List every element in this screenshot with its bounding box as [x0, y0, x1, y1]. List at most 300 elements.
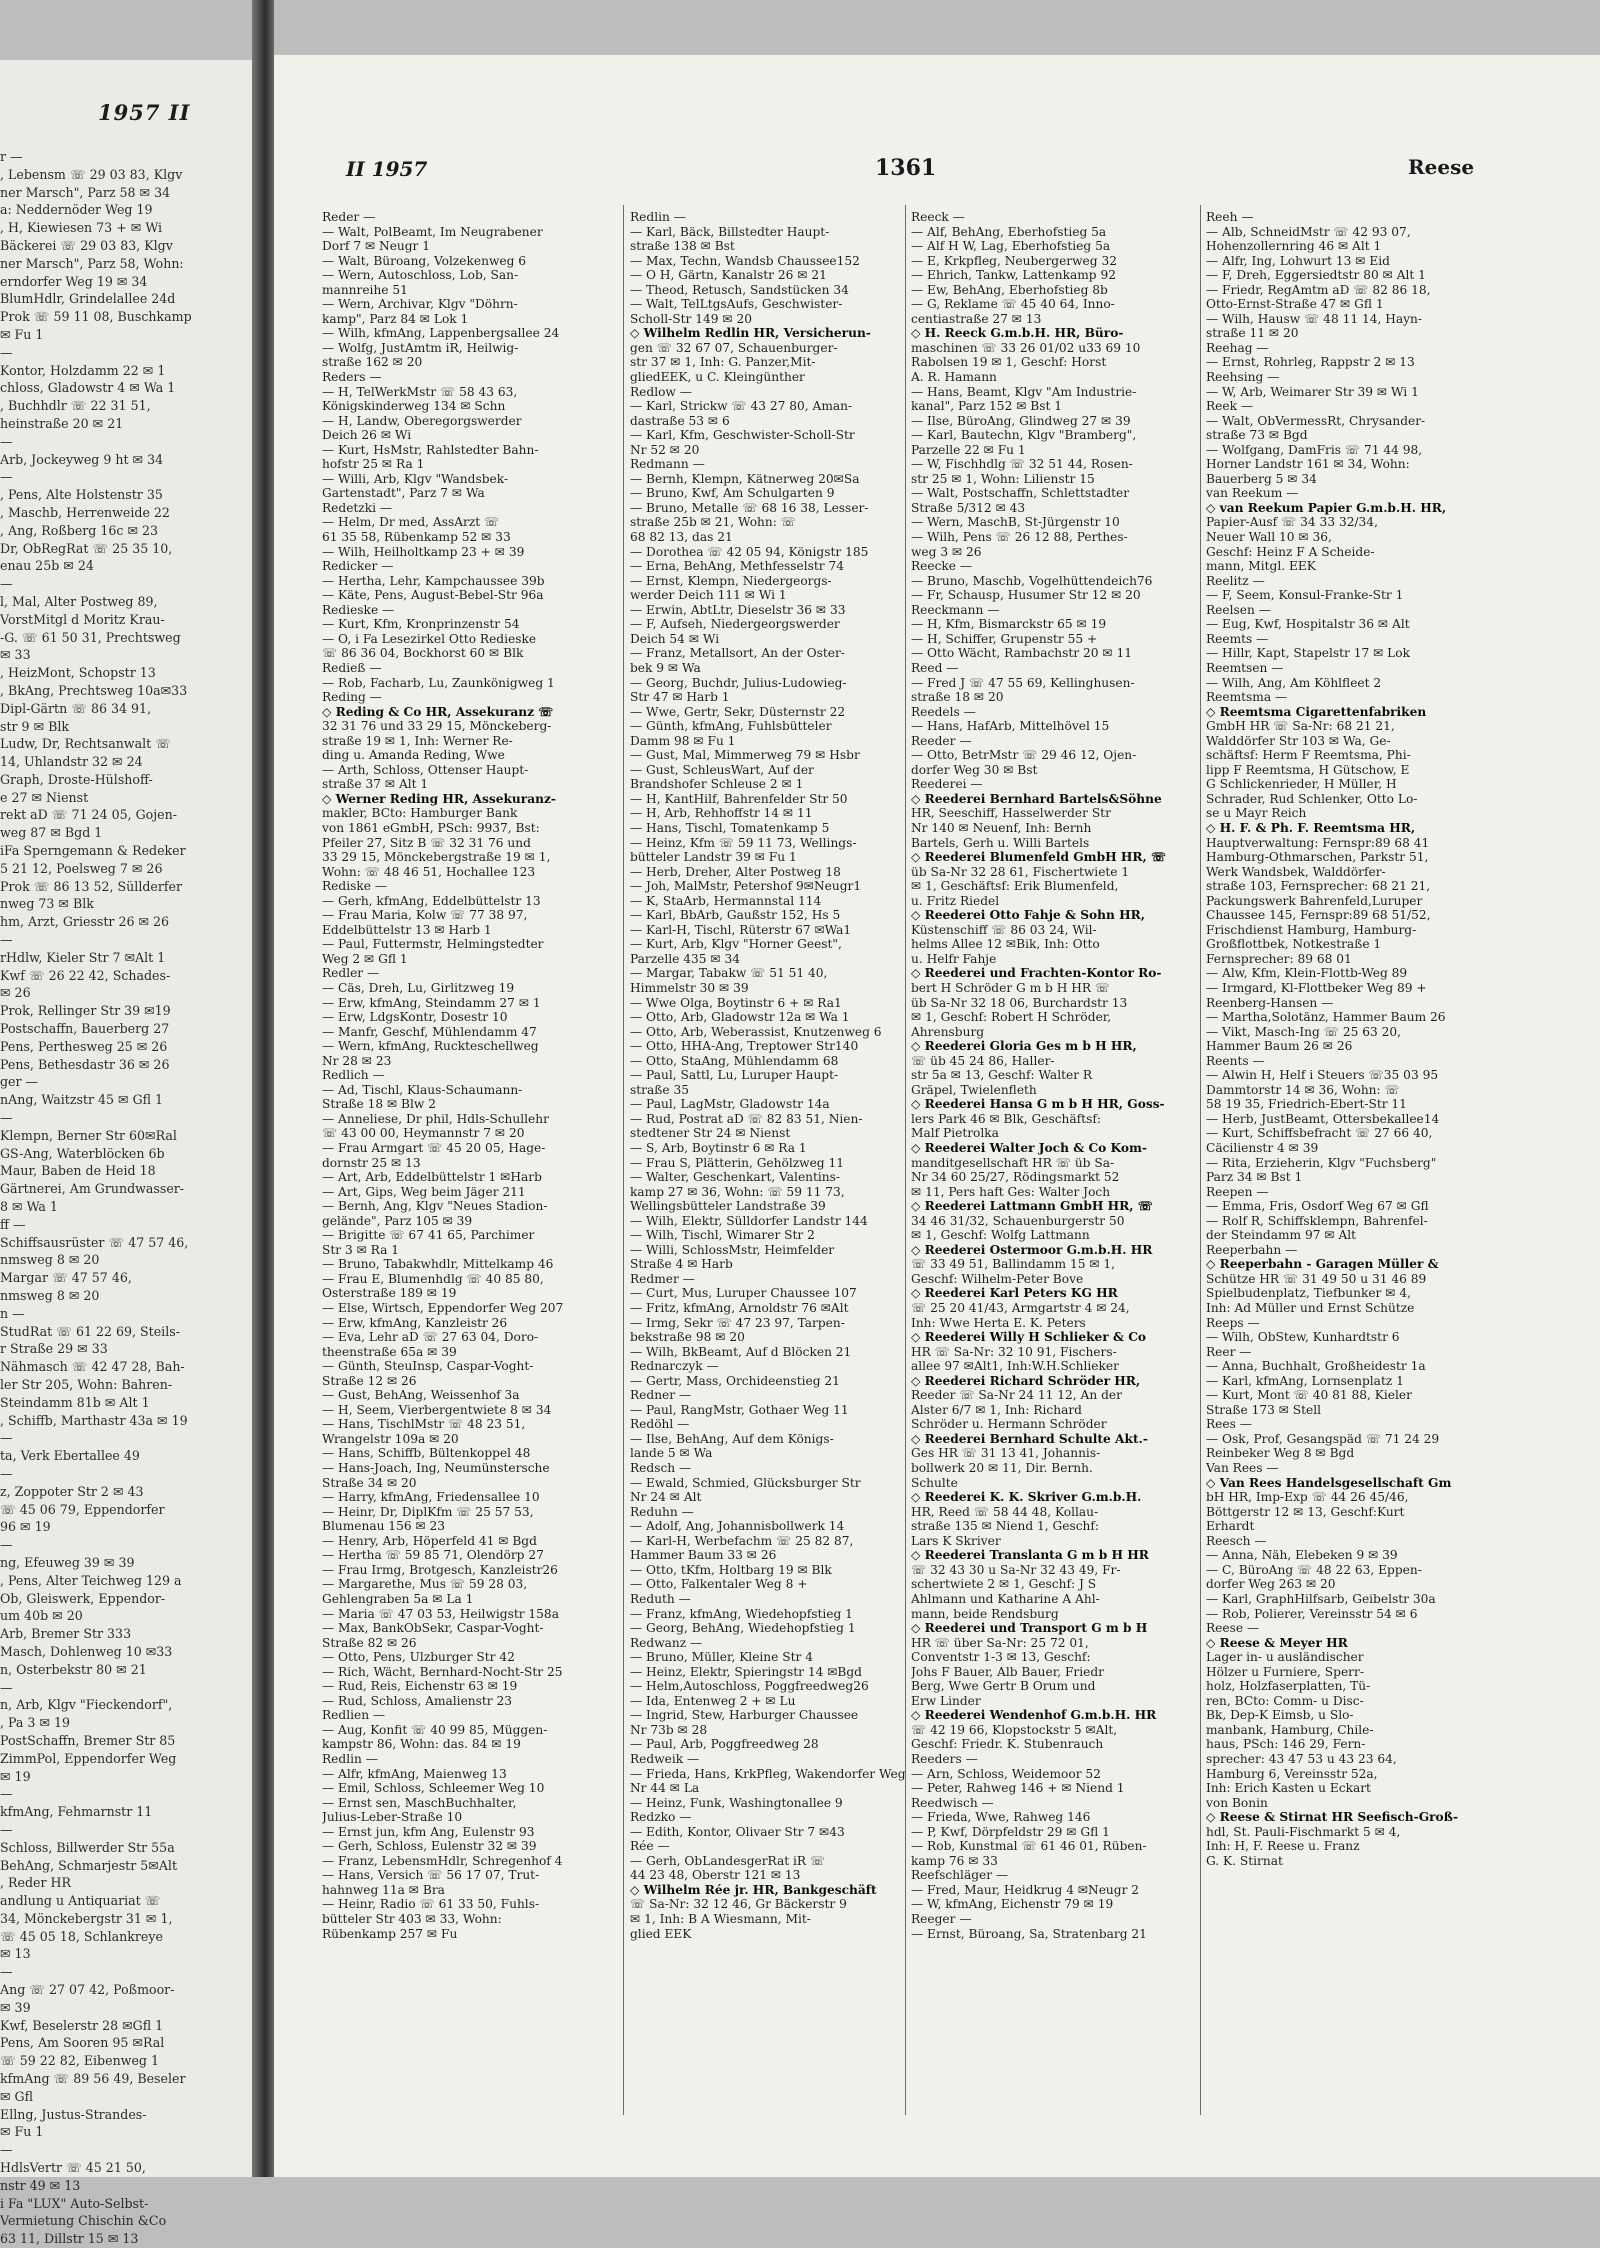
directory-entry-line: , HeizMont, Schopstr 13	[0, 665, 156, 681]
directory-entry-line: nmsweg 8 ✉ 20	[0, 1252, 100, 1268]
directory-entry-line: — Ernst sen, MaschBuchhalter,	[322, 1795, 517, 1810]
directory-entry-line: — Otto, HHA-Ang, Treptower Str140	[630, 1039, 859, 1054]
directory-entry-line: — K, StaArb, Hermannstal 114	[630, 893, 822, 908]
directory-entry-line: Reenberg-Hansen —	[1206, 995, 1334, 1010]
directory-entry-line: Reeck —	[911, 210, 965, 224]
directory-entry-line: — Vikt, Masch-Ing ☏ 25 63 20,	[1206, 1024, 1401, 1039]
directory-entry-line: Redsch —	[630, 1461, 692, 1476]
directory-entry-line: Str 3 ✉ Ra 1	[322, 1242, 400, 1257]
directory-entry-line: Lars K Skriver	[911, 1533, 1001, 1548]
directory-entry-line: Reepen —	[1206, 1184, 1269, 1199]
directory-entry-line: Rediske —	[322, 879, 388, 894]
directory-entry-line: —	[0, 1110, 13, 1126]
directory-entry-line: , Pens, Alter Teichweg 129 a	[0, 1572, 182, 1588]
directory-entry-line: — Günth, SteuInsp, Caspar-Voght-	[322, 1359, 534, 1374]
directory-entry-line: — W, Arb, Weimarer Str 39 ✉ Wi 1	[1206, 384, 1419, 399]
directory-entry-line: u. Helfr Fahje	[911, 951, 997, 966]
column-divider	[1200, 205, 1201, 2115]
directory-entry-line: — Ilse, BehAng, Auf dem Königs-	[630, 1431, 834, 1446]
directory-entry-line: Postschaffn, Bauerberg 27	[0, 1021, 170, 1037]
directory-entry-line: Nähmasch ☏ 42 47 28, Bah-	[0, 1359, 185, 1375]
directory-entry-line: — Peter, Rahweg 146 + ✉ Niend 1	[911, 1781, 1125, 1796]
directory-entry-line: ✉ 1, Geschf: Robert H Schröder,	[911, 1010, 1112, 1025]
directory-entry-line: r —	[0, 149, 23, 164]
directory-entry-line: — Alwin H, Helf i Steuers ☏35 03 95	[1206, 1068, 1439, 1083]
directory-entry-line: — Wern, Autoschloss, Lob, San-	[322, 268, 519, 283]
directory-entry-line: dorfer Weg 30 ✉ Bst	[911, 762, 1038, 777]
directory-entry-line: — Hans-Joach, Ing, Neumünstersche	[322, 1461, 550, 1476]
directory-column-1	[322, 210, 602, 1941]
directory-entry-line: — Franz, LebensmHdlr, Schregenhof 4	[322, 1853, 563, 1868]
directory-entry-line: — Kurt, Arb, Klgv "Horner Geest",	[630, 937, 842, 952]
directory-entry-line: ◇ Reederei Lattmann GmbH HR, ☏	[911, 1199, 1154, 1214]
directory-entry-line: — Fr, Schausp, Husumer Str 12 ✉ 20	[911, 588, 1141, 603]
directory-entry-line: ✉ 1, Geschäftsf: Erik Blumenfeld,	[911, 879, 1119, 894]
directory-entry-line: straße 103, Fernsprecher: 68 21 21,	[1206, 879, 1431, 894]
directory-entry-line: ren, BCto: Comm- u Disc-	[1206, 1693, 1364, 1708]
directory-entry-line: — Bruno, Müller, Kleine Str 4	[630, 1650, 813, 1665]
directory-entry-line: —	[0, 344, 13, 360]
directory-entry-line: Gräpel, Twielenfleth	[911, 1082, 1037, 1097]
directory-entry-line: gen ☏ 32 67 07, Schauenburger-	[630, 340, 838, 355]
directory-entry-line: 32 31 76 und 33 29 15, Mönckeberg-	[322, 719, 552, 734]
directory-entry-line: Reeh —	[1206, 210, 1254, 224]
directory-entry-line: ✉ Fu 1	[0, 2124, 44, 2140]
directory-entry-line: — Fritz, kfmAng, Arnoldstr 76 ✉Alt	[630, 1301, 849, 1316]
directory-column-4	[1206, 210, 1496, 1868]
directory-entry-line: Lager in- u ausländischer	[1206, 1650, 1364, 1665]
directory-entry-line: — Erwin, AbtLtr, Dieselstr 36 ✉ 33	[630, 602, 846, 617]
directory-entry-line: ta, Verk Ebertallee 49	[0, 1448, 140, 1464]
directory-entry-line: — Bruno, Kwf, Am Schulgarten 9	[630, 486, 835, 501]
directory-entry-line: Weg 2 ✉ Gfl 1	[322, 951, 408, 966]
directory-entry-line: — Eva, Lehr aD ☏ 27 63 04, Doro-	[322, 1330, 539, 1345]
directory-entry-line: Parz 34 ✉ Bst 1	[1206, 1170, 1303, 1185]
directory-entry-line: — Ilse, BüroAng, Glindweg 27 ✉ 39	[911, 413, 1131, 428]
directory-entry-line: — Art, Arb, Eddelbüttelstr 1 ✉Harb	[322, 1170, 542, 1185]
directory-entry-line: Reder —	[322, 210, 376, 224]
directory-entry-line: manditgesellschaft HR ☏ üb Sa-	[911, 1155, 1115, 1170]
directory-entry-line: — Karl-H, Tischl, Rüterstr 67 ✉Wa1	[630, 922, 852, 937]
directory-entry-line: — E, Krkpfleg, Neubergerweg 32	[911, 253, 1117, 268]
directory-entry-line: G Schlickenrieder, H Müller, H	[1206, 777, 1397, 792]
directory-entry-line: Ahrensburg	[911, 1024, 985, 1039]
directory-entry-line: ☏ 25 20 41/43, Armgartstr 4 ✉ 24,	[911, 1301, 1130, 1316]
directory-entry-line: mannreihe 51	[322, 282, 408, 297]
directory-entry-line: bütteler Str 403 ✉ 33, Wohn:	[322, 1911, 502, 1926]
directory-entry-line: hdl, St. Pauli-Fischmarkt 5 ✉ 4,	[1206, 1824, 1401, 1839]
directory-entry-line: — Kurt, Schiffsbefracht ☏ 27 66 40,	[1206, 1126, 1433, 1141]
directory-entry-line: BlumHdlr, Grindelallee 24d	[0, 291, 176, 307]
directory-entry-line: Ellng, Justus-Strandes-	[0, 2106, 147, 2122]
directory-entry-line: Reding —	[322, 690, 382, 705]
directory-entry-line: allee 97 ✉Alt1, Inh:W.H.Schlieker	[911, 1359, 1119, 1374]
directory-entry-line: Schrader, Rud Schlenker, Otto Lo-	[1206, 791, 1418, 806]
directory-entry-line: manbank, Hamburg, Chile-	[1206, 1722, 1374, 1737]
directory-entry-line: — Max, Techn, Wandsb Chaussee152	[630, 253, 860, 268]
directory-entry-line: — Harry, kfmAng, Friedensallee 10	[322, 1490, 540, 1505]
directory-entry-line: — F, Seem, Konsul-Franke-Str 1	[1206, 588, 1404, 603]
directory-entry-line: u. Fritz Riedel	[911, 893, 1000, 908]
directory-entry-line: — Ernst, Klempn, Niedergeorgs-	[630, 573, 832, 588]
directory-entry-line: — Hans, TischlMstr ☏ 48 23 51,	[322, 1417, 526, 1432]
directory-entry-line: Vermietung Chischin &Co	[0, 2213, 167, 2229]
directory-entry-line: — Margarethe, Mus ☏ 59 28 03,	[322, 1577, 528, 1592]
directory-entry-line: — Hans, Beamt, Klgv "Am Industrie-	[911, 384, 1137, 399]
directory-entry-line: Pens, Perthesweg 25 ✉ 26	[0, 1038, 168, 1054]
directory-entry-line: , Schiffb, Marthastr 43a ✉ 19	[0, 1412, 188, 1428]
directory-entry-line: Reeder ☏ Sa-Nr 24 11 12, An der	[911, 1388, 1122, 1403]
directory-entry-line: Nr 140 ✉ Neuenf, Inh: Bernh	[911, 820, 1092, 835]
directory-entry-line: — Walt, PolBeamt, Im Neugrabener	[322, 224, 543, 239]
directory-entry-line: — Kurt, Kfm, Kronprinzenstr 54	[322, 617, 520, 632]
directory-entry-line: Schiffsausrüster ☏ 47 57 46,	[0, 1234, 189, 1250]
directory-entry-line: — Joh, MalMstr, Petershof 9✉Neugr1	[630, 879, 862, 894]
directory-entry-line: Redlin —	[630, 210, 686, 224]
directory-entry-line: ✉ 33	[0, 647, 31, 663]
directory-entry-line: — Ernst, Büroang, Sa, Stratenbarg 21	[911, 1926, 1147, 1941]
directory-entry-line: , Pens, Alte Holstenstr 35	[0, 487, 163, 503]
directory-entry-line: — Wilh, Hausw ☏ 48 11 14, Hayn-	[1206, 311, 1422, 326]
directory-entry-line: Reelitz —	[1206, 573, 1265, 588]
directory-entry-line: ◇ Reederei Richard Schröder HR,	[911, 1373, 1141, 1388]
directory-entry-line: weg 87 ✉ Bgd 1	[0, 825, 103, 841]
directory-entry-line: — Karl, kfmAng, Lornsenplatz 1	[1206, 1373, 1404, 1388]
directory-entry-line: Reese —	[1206, 1621, 1260, 1636]
directory-entry-line: Maur, Baben de Heid 18	[0, 1163, 156, 1179]
directory-entry-line: — Max, BankObSekr, Caspar-Voght-	[322, 1621, 544, 1636]
directory-entry-line: Reinbeker Weg 8 ✉ Bgd	[1206, 1446, 1355, 1461]
directory-entry-line: bütteler Landstr 39 ✉ Fu 1	[630, 850, 797, 865]
directory-entry-line: Berg, Wwe Gertr B Orum und	[911, 1679, 1096, 1694]
directory-entry-line: 8 ✉ Wa 1	[0, 1199, 58, 1215]
directory-entry-line: n —	[0, 1305, 25, 1321]
directory-entry-line: mann, Mitgl. EEK	[1206, 559, 1316, 574]
directory-entry-line: Prok ☏ 59 11 08, Buschkamp	[0, 309, 192, 325]
directory-entry-line: lande 5 ✉ Wa	[630, 1446, 713, 1461]
directory-entry-line: ☏ 43 00 00, Heymannstr 7 ✉ 20	[322, 1126, 525, 1141]
directory-entry-line: ✉ Fu 1	[0, 326, 44, 342]
directory-entry-line: ☏ 45 05 18, Schlankreye	[0, 1928, 163, 1944]
directory-entry-line: Hammer Baum 26 ✉ 26	[1206, 1039, 1353, 1054]
directory-entry-line: straße 35	[630, 1082, 689, 1097]
directory-entry-line: , BkAng, Prechtsweg 10a✉33	[0, 682, 188, 698]
directory-entry-line: — Else, Wirtsch, Eppendorfer Weg 207	[322, 1301, 564, 1316]
directory-entry-line: — Paul, Arb, Poggfreedweg 28	[630, 1737, 819, 1752]
page-header-left: II 1957	[346, 157, 428, 181]
directory-entry-line: Prok ☏ 86 13 52, Süllderfer	[0, 878, 183, 894]
directory-entry-line: Redmann —	[630, 457, 705, 472]
directory-entry-line: — Ad, Tischl, Klaus-Schaumann-	[322, 1082, 523, 1097]
directory-entry-line: — Dorothea ☏ 42 05 94, Königstr 185	[630, 544, 869, 559]
directory-entry-line: Steindamm 81b ✉ Alt 1	[0, 1394, 150, 1410]
directory-entry-line: Dammtorstr 14 ✉ 36, Wohn: ☏	[1206, 1082, 1400, 1097]
directory-entry-line: Packungswerk Bahrenfeld,Luruper	[1206, 893, 1423, 908]
directory-entry-line: Redieske —	[322, 602, 395, 617]
directory-entry-line: — Anneliese, Dr phil, Hdls-Schullehr	[322, 1111, 549, 1126]
directory-entry-line: VorstMitgl d Moritz Krau-	[0, 611, 165, 627]
directory-entry-line: sprecher: 43 47 53 u 43 23 64,	[1206, 1751, 1397, 1766]
directory-entry-line: lipp F Reemtsma, H Gütschow, E	[1206, 762, 1410, 777]
directory-entry-line: — Otto, StaAng, Mühlendamm 68	[630, 1053, 839, 1068]
directory-entry-line: — Ernst jun, kfm Ang, Eulenstr 93	[322, 1824, 535, 1839]
directory-entry-line: Reedwisch —	[911, 1795, 994, 1810]
directory-entry-line: Geschf: Heinz F A Scheide-	[1206, 544, 1375, 559]
directory-entry-line: — Karl-H, Werbefachm ☏ 25 82 87,	[630, 1533, 854, 1548]
directory-entry-line: Redlien —	[322, 1708, 386, 1723]
directory-entry-line: — C, BüroAng ☏ 48 22 63, Eppen-	[1206, 1562, 1422, 1577]
directory-entry-line: Reesch —	[1206, 1533, 1267, 1548]
directory-entry-line: — F, Aufseh, Niedergeorgswerder	[630, 617, 840, 632]
directory-entry-line: — Friedr, RegAmtm aD ☏ 82 86 18,	[1206, 282, 1431, 297]
directory-entry-line: — Georg, BehAng, Wiedehopfstieg 1	[630, 1621, 856, 1636]
directory-entry-line: — Heinr, Dr, DiplKfm ☏ 25 57 53,	[322, 1504, 534, 1519]
directory-entry-line: — Frieda, Hans, KrkPfleg, Wakendorfer Weg	[630, 1766, 906, 1781]
directory-entry-line: Schloss, Billwerder Str 55a	[0, 1839, 175, 1855]
directory-entry-line: — Bernh, Klempn, Kätnerweg 20✉Sa	[630, 471, 860, 486]
directory-entry-line: HR ☏ Sa-Nr: 32 10 91, Fischers-	[911, 1344, 1117, 1359]
directory-entry-line: — Gertr, Mass, Orchideenstieg 21	[630, 1373, 840, 1388]
directory-entry-line: makler, BCto: Hamburger Bank	[322, 806, 518, 821]
directory-entry-line: ◇ Reese & Stirnat HR Seefisch-Groß-	[1206, 1810, 1459, 1825]
directory-entry-line: Straße 5/312 ✉ 43	[911, 500, 1026, 515]
directory-entry-line: Fernsprecher: 89 68 01	[1206, 951, 1352, 966]
directory-entry-line: — Rob, Polierer, Vereinsstr 54 ✉ 6	[1206, 1606, 1418, 1621]
directory-entry-line: Reefschläger —	[911, 1868, 1009, 1883]
directory-entry-line: — Cäs, Dreh, Lu, Girlitzweg 19	[322, 980, 515, 995]
directory-entry-line: Bartels, Gerh u. Willi Bartels	[911, 835, 1090, 850]
directory-entry-line: ◇ Reederei Willy H Schlieker & Co	[911, 1330, 1147, 1345]
directory-entry-line: — Irmg, Sekr ☏ 47 23 97, Tarpen-	[630, 1315, 845, 1330]
directory-entry-line: — Heinz, Funk, Washingtonallee 9	[630, 1795, 843, 1810]
directory-entry-line: ☏ 33 49 51, Ballindamm 15 ✉ 1,	[911, 1257, 1116, 1272]
directory-entry-line: Brandshofer Schleuse 2 ✉ 1	[630, 777, 804, 792]
directory-entry-line: — Otto, BetrMstr ☏ 29 46 12, Ojen-	[911, 748, 1137, 763]
directory-entry-line: — Gust, BehAng, Weissenhof 3a	[322, 1388, 520, 1403]
directory-entry-line: Redmer —	[630, 1271, 695, 1286]
directory-entry-line: Redner —	[630, 1388, 692, 1403]
directory-entry-line: —	[0, 1821, 13, 1837]
directory-entry-line: — Maria ☏ 47 03 53, Heilwigstr 158a	[322, 1606, 559, 1621]
directory-entry-line: Parzelle 435 ✉ 34	[630, 951, 740, 966]
directory-entry-line: kamp", Parz 84 ✉ Lok 1	[322, 311, 469, 326]
directory-entry-line: ✉ 39	[0, 1999, 31, 2015]
directory-entry-line: — Wilh, Pens ☏ 26 12 88, Perthes-	[911, 530, 1128, 545]
directory-entry-line: straße 73 ✉ Bgd	[1206, 428, 1308, 443]
directory-entry-line: helms Allee 12 ✉Bik, Inh: Otto	[911, 937, 1100, 952]
directory-entry-line: Deich 26 ✉ Wi	[322, 428, 412, 443]
directory-entry-line: Prok, Rellinger Str 39 ✉19	[0, 1003, 171, 1019]
directory-entry-line: Ahlmann und Katharine A Ahl-	[911, 1591, 1100, 1606]
directory-entry-line: Straße 173 ✉ Stell	[1206, 1402, 1322, 1417]
directory-entry-line: — Walt, TelLtgsAufs, Geschwister-	[630, 297, 843, 312]
directory-entry-line: Straße 4 ✉ Harb	[630, 1257, 733, 1272]
directory-entry-line: — Eug, Kwf, Hospitalstr 36 ✉ Alt	[1206, 617, 1410, 632]
directory-entry-line: ☏ 59 22 82, Eibenweg 1	[0, 2053, 159, 2069]
directory-entry-line: Großflottbek, Notkestraße 1	[1206, 937, 1382, 952]
directory-entry-line: Arb, Jockeyweg 9 ht ✉ 34	[0, 451, 164, 467]
directory-entry-line: Rée —	[630, 1839, 670, 1854]
directory-entry-line: straße 135 ✉ Niend 1, Geschf:	[911, 1519, 1099, 1534]
directory-entry-line: — Frau S, Plätterin, Gehölzweg 11	[630, 1155, 844, 1170]
directory-entry-line: ◇ Reederei Bernhard Bartels&Söhne	[911, 791, 1162, 806]
directory-entry-line: — Martha,Solotänz, Hammer Baum 26	[1206, 1010, 1446, 1025]
directory-entry-line: — O, i Fa Lesezirkel Otto Redieske	[322, 631, 537, 646]
directory-entry-line: — Herb, Dreher, Alter Postweg 18	[630, 864, 841, 879]
directory-entry-line: Hölzer u Furniere, Sperr-	[1206, 1664, 1364, 1679]
directory-entry-line: ◇ van Reekum Papier G.m.b.H. HR,	[1206, 500, 1447, 515]
directory-entry-line: ◇ Reederei Blumenfeld GmbH HR, ☏	[911, 850, 1167, 865]
directory-entry-line: ✉ 13	[0, 1946, 31, 1962]
directory-entry-line: ◇ Reederei Translanta G m b H HR	[911, 1548, 1149, 1563]
directory-entry-line: GmbH HR ☏ Sa-Nr: 68 21 21,	[1206, 719, 1395, 734]
directory-entry-line: Horner Landstr 161 ✉ 34, Wohn:	[1206, 457, 1410, 472]
directory-entry-line: — Erna, BehAng, Methfesselstr 74	[630, 559, 845, 574]
directory-entry-line: bek 9 ✉ Wa	[630, 660, 701, 675]
directory-entry-line: ZimmPol, Eppendorfer Weg	[0, 1750, 177, 1766]
directory-entry-line: str 9 ✉ Blk	[0, 718, 70, 734]
directory-entry-line: Alster 6/7 ✉ 1, Inh: Richard	[911, 1402, 1082, 1417]
directory-entry-line: , H, Kiewiesen 73 + ✉ Wi	[0, 220, 163, 236]
directory-entry-line: Wohn: ☏ 48 46 51, Hochallee 123	[322, 864, 536, 879]
directory-entry-line: bollwerk 20 ✉ 11, Dir. Bernh.	[911, 1461, 1093, 1476]
directory-entry-line: — Frieda, Wwe, Rahweg 146	[911, 1810, 1091, 1825]
directory-entry-line: e 27 ✉ Nienst	[0, 789, 89, 805]
directory-entry-line: — Wwe, Gertr, Sekr, Düsternstr 22	[630, 704, 846, 719]
directory-entry-line: — F, Dreh, Eggersiedtstr 80 ✉ Alt 1	[1206, 268, 1426, 283]
directory-entry-line: erndorfer Weg 19 ✉ 34	[0, 273, 148, 289]
directory-entry-line: — Franz, Metallsort, An der Oster-	[630, 646, 845, 661]
directory-entry-line: maschinen ☏ 33 26 01/02 u33 69 10	[911, 340, 1141, 355]
directory-entry-line: Reents —	[1206, 1053, 1265, 1068]
directory-entry-line: Walddörfer Str 103 ✉ Wa, Ge-	[1206, 733, 1391, 748]
directory-entry-line: kamp 27 ✉ 36, Wohn: ☏ 59 11 73,	[630, 1184, 845, 1199]
directory-entry-line: Reelsen —	[1206, 602, 1271, 617]
directory-entry-line: — Rob, Kunstmal ☏ 61 46 01, Rüben-	[911, 1839, 1147, 1854]
directory-entry-line: Geschf: Friedr. K. Stubenrauch	[911, 1737, 1104, 1752]
directory-entry-line: Reehsing —	[1206, 370, 1280, 385]
directory-column-3	[911, 210, 1191, 1941]
directory-entry-line: — Ewald, Schmied, Glücksburger Str	[630, 1475, 861, 1490]
directory-entry-line: Himmelstr 30 ✉ 39	[630, 980, 749, 995]
directory-entry-line: bekstraße 98 ✉ 20	[630, 1330, 745, 1345]
directory-entry-line: Reemtsma —	[1206, 690, 1288, 705]
directory-entry-line: — Otto, Arb, Gladowstr 12a ✉ Wa 1	[630, 1010, 850, 1025]
directory-entry-line: — Rob, Facharb, Lu, Zaunkönigweg 1	[322, 675, 555, 690]
directory-entry-line: Papier-Ausf ☏ 34 33 32/34,	[1206, 515, 1378, 530]
directory-entry-line: — Henry, Arb, Höperfeld 41 ✉ Bgd	[322, 1533, 537, 1548]
left-page-column	[0, 148, 250, 2248]
directory-entry-line: Wellingsbütteler Landstraße 39	[630, 1199, 826, 1214]
directory-entry-line: glied EEK	[630, 1926, 692, 1941]
directory-entry-line: — Franz, kfmAng, Wiedehopfstieg 1	[630, 1606, 853, 1621]
directory-entry-line: HR, Reed ☏ 58 44 48, Kollau-	[911, 1504, 1099, 1519]
directory-entry-line: GS-Ang, Waterblöcken 6b	[0, 1145, 165, 1161]
directory-entry-line: Reek —	[1206, 399, 1254, 414]
directory-entry-line: ◇ Reederei Gloria Ges m b H HR,	[911, 1039, 1137, 1054]
directory-entry-line: — Gust, Mal, Mimmerweg 79 ✉ Hsbr	[630, 748, 860, 763]
directory-entry-line: ner Marsch", Parz 58, Wohn:	[0, 255, 184, 271]
directory-entry-line: andlung u Antiquariat ☏	[0, 1893, 161, 1909]
directory-entry-line: se u Mayr Reich	[1206, 806, 1307, 821]
directory-entry-line: ◇ Reemtsma Cigarettenfabriken	[1206, 704, 1427, 719]
directory-entry-line: — Ingrid, Stew, Harburger Chaussee	[630, 1708, 859, 1723]
directory-entry-line: -G. ☏ 61 50 31, Prechtsweg	[0, 629, 181, 645]
directory-entry-line: nAng, Waitzstr 45 ✉ Gfl 1	[0, 1092, 164, 1108]
directory-entry-line: — Helm, Dr med, AssArzt ☏	[322, 515, 500, 530]
directory-entry-line: — Wilh, ObStew, Kunhardtstr 6	[1206, 1330, 1400, 1345]
directory-entry-line: Werk Wandsbek, Walddörfer-	[1206, 864, 1386, 879]
directory-entry-line: ◇ Reederei Walter Joch & Co Kom-	[911, 1141, 1147, 1155]
directory-entry-line: 14, Uhlandstr 32 ✉ 24	[0, 754, 143, 770]
directory-entry-line: — H, Arb, Rehhoffstr 14 ✉ 11	[630, 806, 813, 821]
directory-entry-line: , Maschb, Herrenweide 22	[0, 504, 170, 520]
directory-entry-line: Kwf, Beselerstr 28 ✉Gfl 1	[0, 2017, 164, 2033]
directory-entry-line: dastraße 53 ✉ 6	[630, 413, 730, 428]
directory-entry-line: — Willi, SchlossMstr, Heimfelder	[630, 1242, 835, 1257]
directory-entry-line: — Kurt, Mont ☏ 40 81 88, Kieler	[1206, 1388, 1412, 1403]
directory-entry-line: Gärtnerei, Am Grundwasser-	[0, 1181, 185, 1197]
directory-entry-line: ☏ 45 06 79, Eppendorfer	[0, 1501, 165, 1517]
directory-entry-line: — Gerh, kfmAng, Eddelbüttelstr 13	[322, 893, 541, 908]
directory-entry-line: —	[0, 433, 13, 449]
directory-entry-line: — Ernst, Rohrleg, Rappstr 2 ✉ 13	[1206, 355, 1415, 370]
directory-entry-line: — Rud, Reis, Eichenstr 63 ✉ 19	[322, 1679, 518, 1694]
directory-entry-line: holz, Holzfaserplatten, Tü-	[1206, 1679, 1371, 1694]
directory-entry-line: — Rolf R, Schiffsklempn, Bahrenfel-	[1206, 1213, 1428, 1228]
directory-entry-line: — Adolf, Ang, Johannisbollwerk 14	[630, 1519, 845, 1534]
directory-entry-line: — Alfr, kfmAng, Maienweg 13	[322, 1766, 507, 1781]
directory-entry-line: — Otto, Falkentaler Weg 8 +	[630, 1577, 808, 1592]
directory-entry-line: Redicker —	[322, 559, 394, 574]
book-gutter	[252, 0, 274, 2177]
directory-entry-line: Reemtsen —	[1206, 660, 1284, 675]
directory-entry-line: ◇ Reederei Bernhard Schulte Akt.-	[911, 1431, 1148, 1446]
directory-entry-line: Reduhn —	[630, 1504, 694, 1519]
directory-entry-line: — Emma, Fris, Osdorf Weg 67 ✉ Gfl	[1206, 1199, 1429, 1214]
directory-entry-line: Rees —	[1206, 1417, 1252, 1432]
directory-entry-line: Redlich —	[322, 1068, 385, 1083]
directory-entry-line: Eddelbüttelstr 13 ✉ Harb 1	[322, 922, 492, 937]
directory-entry-line: Neuer Wall 10 ✉ 36,	[1206, 530, 1332, 545]
directory-entry-line: ◇ Reederei Ostermoor G.m.b.H. HR	[911, 1242, 1153, 1257]
directory-entry-line: Reederei —	[911, 777, 983, 792]
directory-entry-line: Klempn, Berner Str 60✉Ral	[0, 1127, 177, 1143]
directory-entry-line: — Frau E, Blumenhdlg ☏ 40 85 80,	[322, 1271, 544, 1286]
directory-entry-line: i Fa "LUX" Auto-Selbst-	[0, 2195, 149, 2211]
directory-entry-line: Arb, Bremer Str 333	[0, 1626, 132, 1642]
directory-entry-line: — H, Schiffer, Grupenstr 55 +	[911, 631, 1098, 646]
directory-entry-line: Reed —	[911, 660, 959, 675]
directory-entry-line: Dorf 7 ✉ Neugr 1	[322, 239, 431, 254]
directory-entry-line: gelände", Parz 105 ✉ 39	[322, 1213, 473, 1228]
directory-entry-line: ◇ Wilhelm Redlin HR, Versicherun-	[630, 326, 871, 341]
directory-entry-line: str 25 ✉ 1, Wohn: Lilienstr 15	[911, 471, 1095, 486]
directory-entry-line: — Karl, BbArb, Gaußstr 152, Hs 5	[630, 908, 841, 923]
directory-entry-line: um 40b ✉ 20	[0, 1608, 83, 1624]
directory-entry-line: ger —	[0, 1074, 39, 1090]
directory-entry-line: Kwf ☏ 26 22 42, Schades-	[0, 967, 171, 983]
directory-entry-line: 44 23 48, Oberstr 121 ✉ 13	[630, 1868, 801, 1883]
directory-entry-line: Schulte	[911, 1475, 958, 1490]
directory-entry-line: centiastraße 27 ✉ 13	[911, 311, 1042, 326]
directory-entry-line: ◇ H. Reeck G.m.b.H. HR, Büro-	[911, 326, 1124, 341]
directory-entry-line: — H, TelWerkMstr ☏ 58 43 63,	[322, 384, 518, 399]
directory-entry-line: Hamburg 6, Vereinsstr 52a,	[1206, 1766, 1378, 1781]
directory-entry-line: ◇ Van Rees Handelsgesellschaft Gm	[1206, 1475, 1452, 1490]
directory-entry-line: — Wilh, Ang, Am Köhlfleet 2	[1206, 675, 1382, 690]
directory-entry-line: 5 21 12, Poelsweg 7 ✉ 26	[0, 860, 163, 876]
